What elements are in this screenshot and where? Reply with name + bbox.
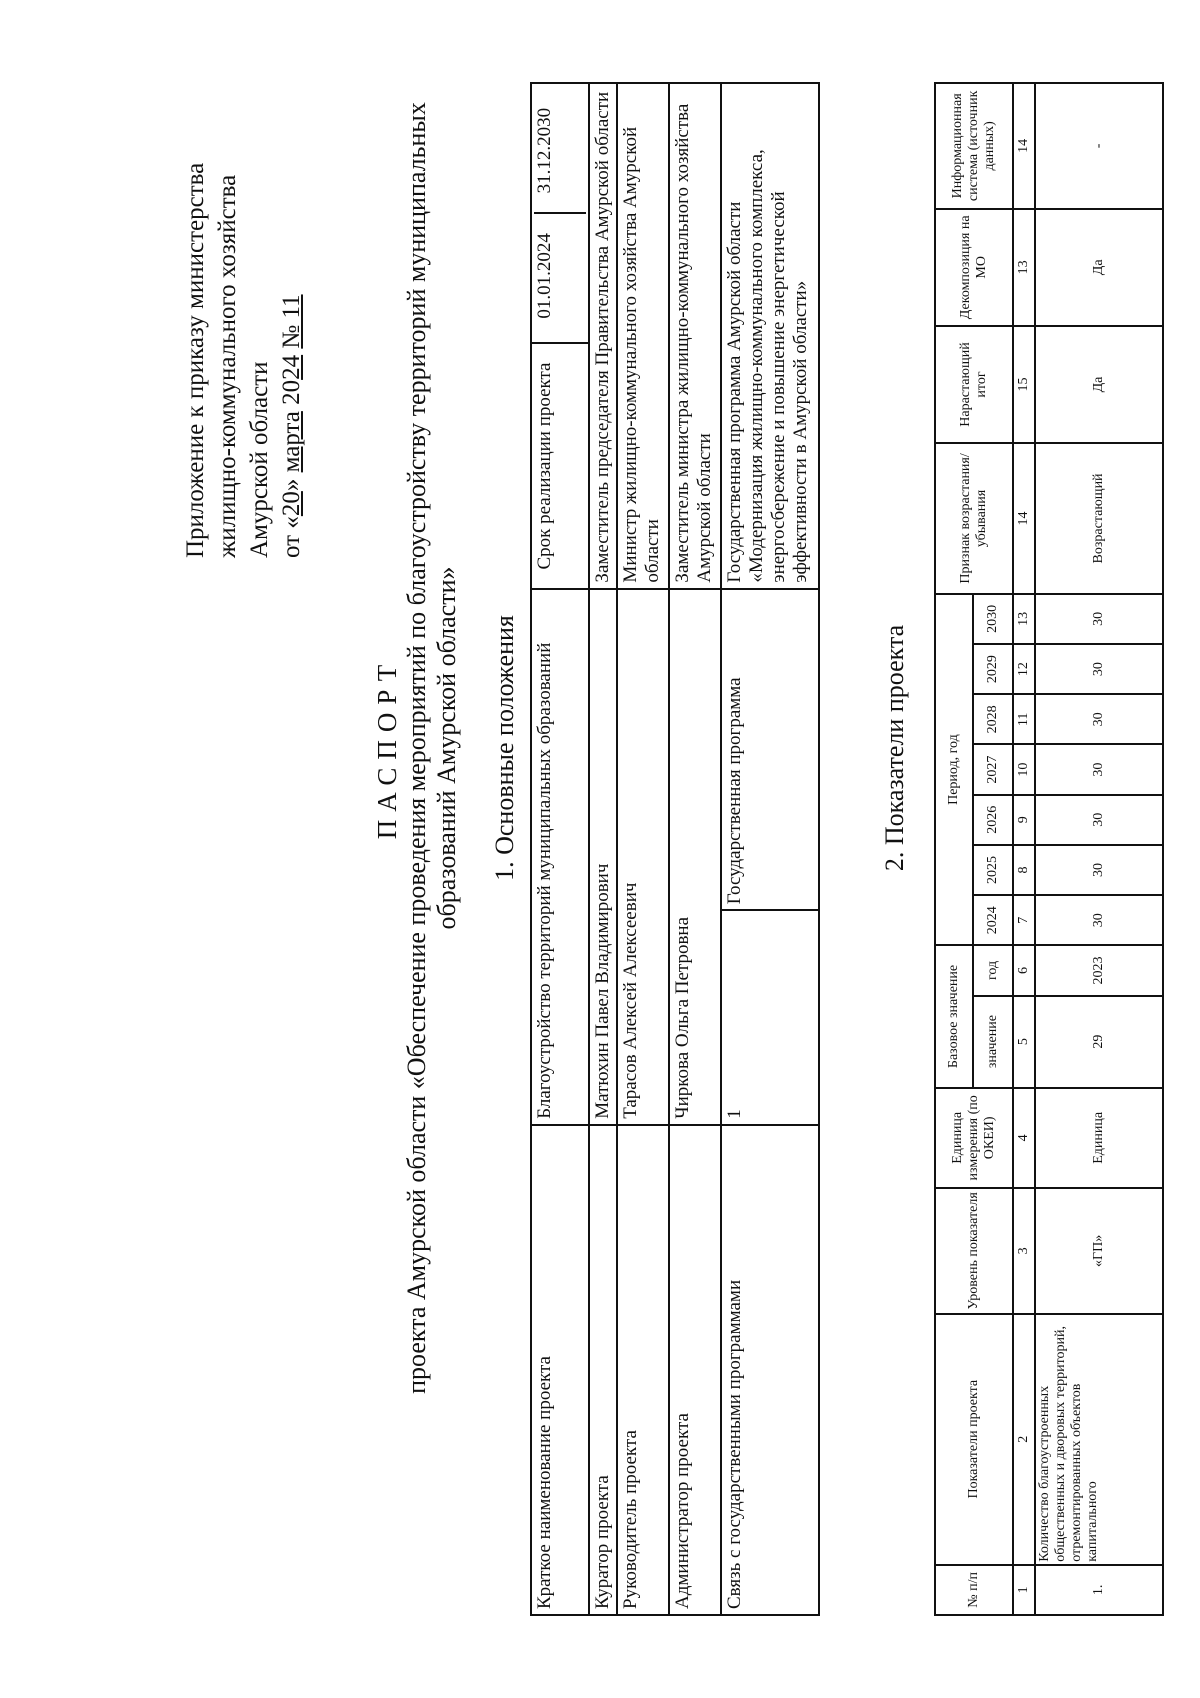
order-day: 20 — [278, 491, 305, 517]
table-row: Руководитель проекта Тарасов Алексей Алексеевич Министр жилищно-коммунального хозяйства Амурской области — [617, 83, 669, 1615]
appendix-line: Приложение к приказу министерства — [182, 162, 209, 558]
page-title: ПАСПОРТ — [372, 656, 402, 840]
appendix-header — [180, 18, 308, 558]
order-year: 24 — [278, 354, 305, 380]
order-number: № 11 — [278, 294, 305, 349]
table-header-row: № п/п Показатели проекта Уровень показателя Единица измерения (по ОКЕИ) Базовое значение Период, год Признак возрастания/ убывания Нарастающий итог Декомпозиция на МО Информационная система (источник данных) — [935, 83, 973, 1615]
page-subtitle: проекта Амурской области «Обеспечение проведения мероприятий по благоустройству территорий муниципальных образований Амурской области» — [402, 102, 461, 1394]
section-heading-indicators: 2. Показатели проекта — [880, 624, 909, 872]
table-row: Краткое наименование проекта Благоустройство территорий муниципальных образований Срок реализации проекта 01.01.2024 31.12.2030 — [531, 83, 589, 1615]
appendix-line: Амурской области — [246, 361, 273, 558]
order-date: от «20» марта 2024 № 11 — [278, 294, 305, 558]
main-provisions-table — [530, 82, 820, 1616]
table-row: Связь с государственными программами 1 Государственная программа Государственная программа Амурской области «Модернизация жилищно-коммунального комплекса, энергосбережение и повышение энергетической эффективности в Амурской области» — [721, 83, 819, 1615]
table-row: Куратор проекта Матюхин Павел Владимирович Заместитель председателя Правительства Амурской области — [589, 83, 617, 1615]
indicators-table — [934, 82, 1164, 1616]
table-row: 1. Количество благоустроенных общественных и дворовых территорий, отремонтированных объектов капитального «ГП» Единица 29 2023 30 30 30 30 30 30 30 Возрастающий Да Да - — [1035, 83, 1163, 1615]
table-header-row: значение год 2024 2025 2026 2027 2028 2029 2030 — [973, 83, 1013, 1615]
appendix-line: жилищно-коммунального хозяйства — [214, 174, 241, 558]
table-row: Администратор проекта Чиркова Ольга Петровна Заместитель министра жилищно-коммунального хозяйства Амурской области — [669, 83, 721, 1615]
order-month: марта — [278, 411, 305, 473]
section-heading-main-provisions: 1. Основные положения — [490, 615, 519, 881]
column-number-row: 1 2 3 4 5 6 7 8 9 10 11 12 13 14 15 13 14 — [1013, 83, 1035, 1615]
